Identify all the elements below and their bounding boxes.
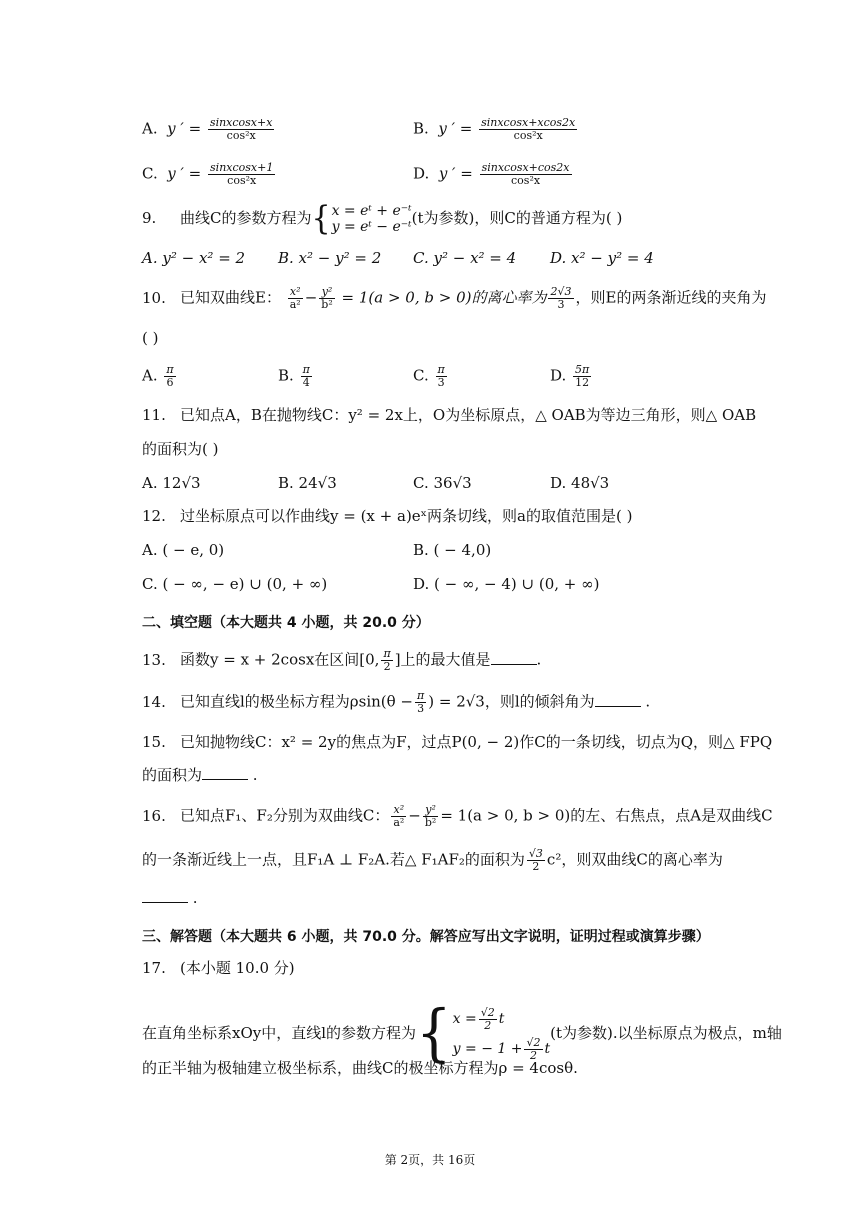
question-10: 10. 已知双曲线E： $\frac{\text{x²}}{\text{a²}}$ − $\frac{\text{y²}}{\text{b²}}$ = 1(a > 0, b > 0)的离心率为 $\frac{2√3}{3}$ ，则E的两条渐近线的夹角为 [142, 285, 767, 311]
q11-option-a: A. 12√3 [142, 474, 201, 492]
question-14: 14. 已知直线l的极坐标方程为ρsin(θ − $\frac{\pi}{3}$ ) = 2√3，则l的倾斜角为 . [142, 689, 651, 715]
q9-option-c: C. y² − x² = 4 [413, 249, 517, 267]
q11-option-b: B. 24√3 [278, 474, 337, 492]
q15-line2: 的面积为 . [142, 766, 258, 784]
q9-option-b: B. x² − y² = 2 [278, 249, 382, 267]
answer-blank[interactable] [595, 692, 641, 707]
q11-line2: 的面积为( ) [142, 440, 219, 458]
answer-blank[interactable] [142, 888, 188, 903]
q12-option-a: A. ( − e, 0) [142, 541, 225, 559]
question-9: 9. 曲线C的参数方程为{x = eᵗ + e⁻ᵗ y = eᵗ − e⁻ᵗ(t为参数)，则C的普通方程为( ) [142, 199, 623, 238]
answer-blank[interactable] [491, 650, 537, 665]
q17-line2: 的正半轴为极轴建立极坐标系，曲线C的极坐标方程为ρ = 4cosθ. [142, 1059, 578, 1077]
q10-option-b: B. $\frac{\pi}{4}$ [278, 363, 310, 389]
question-15: 15. 已知抛物线C：x² = 2y的焦点为F，过点P(0, − 2)作C的一条切线，切点为Q，则△ FPQ [142, 733, 773, 751]
answer-blank[interactable] [202, 765, 248, 780]
q10-option-d: D. $\frac{5\pi}{12}$ [550, 363, 590, 389]
question-11: 11. 已知点A，B在抛物线C：y² = 2x上，O为坐标原点，△ OAB为等边三角形，则△ OAB [142, 406, 757, 424]
question-16: 16. 已知点F₁、F₂分别为双曲线C： $\frac{\text{x²}}{\text{a²}}$ − $\frac{\text{y²}}{\text{b²}}$ = 1(a > 0, b > 0)的左、右焦点，点A是双曲线C [142, 803, 773, 829]
q8-option-d: D. y ′ = $\frac{\text{sinxcosx+cos2x}}{\text{cos²x}}$ [413, 161, 570, 187]
q10-paren: ( ) [142, 329, 159, 347]
q10-option-a: A. $\frac{\pi}{6}$ [142, 363, 174, 389]
q8-option-c: C. y ′ = $\frac{\text{sinxcosx+1}}{\text{cos²x}}$ [142, 161, 274, 187]
q11-option-d: D. 48√3 [550, 474, 610, 492]
q8-option-b: B. y ′ = $\frac{\text{sinxcosx+xcos2x}}{\text{cos²x}}$ [413, 116, 576, 142]
q16-line3: . [142, 888, 198, 908]
question-12: 12. 过坐标原点可以作曲线y = (x + a)eˣ两条切线，则a的取值范围是( ) [142, 507, 633, 525]
q10-option-c: C. $\frac{\pi}{3}$ [413, 363, 445, 389]
question-17: 在直角坐标系xOy中，直线l的参数方程为{ x = $\frac{√2}{2}$ t y = − 1 + $\frac{√2}{2}$ t (t为参数).以坐标原点为极点，m轴 [142, 997, 782, 1070]
page-footer: 第 2页，共 16页 [384, 1153, 476, 1167]
q11-option-c: C. 36√3 [413, 474, 472, 492]
q16-line2: 的一条渐近线上一点，且F₁A ⊥ F₂A.若△ F₁AF₂的面积为 $\frac{√3}{2}$ c²，则双曲线C的离心率为 [142, 847, 723, 873]
q8-option-a: A. y ′ = $\frac{\text{sinxcosx+x}}{\text{cos²x}}$ [142, 116, 273, 142]
q9-option-a: A. y² − x² = 2 [142, 249, 246, 267]
q12-option-c: C. ( − ∞, − e) ∪ (0, + ∞) [142, 575, 328, 593]
q9-option-d: D. x² − y² = 4 [550, 249, 654, 267]
q12-option-d: D. ( − ∞, − 4) ∪ (0, + ∞) [413, 575, 600, 593]
question-17-header: 17. (本小题 10.0 分) [142, 959, 295, 977]
question-13: 13. 函数y = x + 2cosx在区间[0, $\frac{\pi}{2}$ ]上的最大值是 . [142, 647, 542, 673]
q12-option-b: B. ( − 4,0) [413, 541, 492, 559]
section-2-heading: 二、填空题（本大题共 4 小题，共 20.0 分） [142, 615, 430, 631]
section-3-heading: 三、解答题（本大题共 6 小题，共 70.0 分。解答应写出文字说明，证明过程或演算步骤） [142, 929, 710, 945]
